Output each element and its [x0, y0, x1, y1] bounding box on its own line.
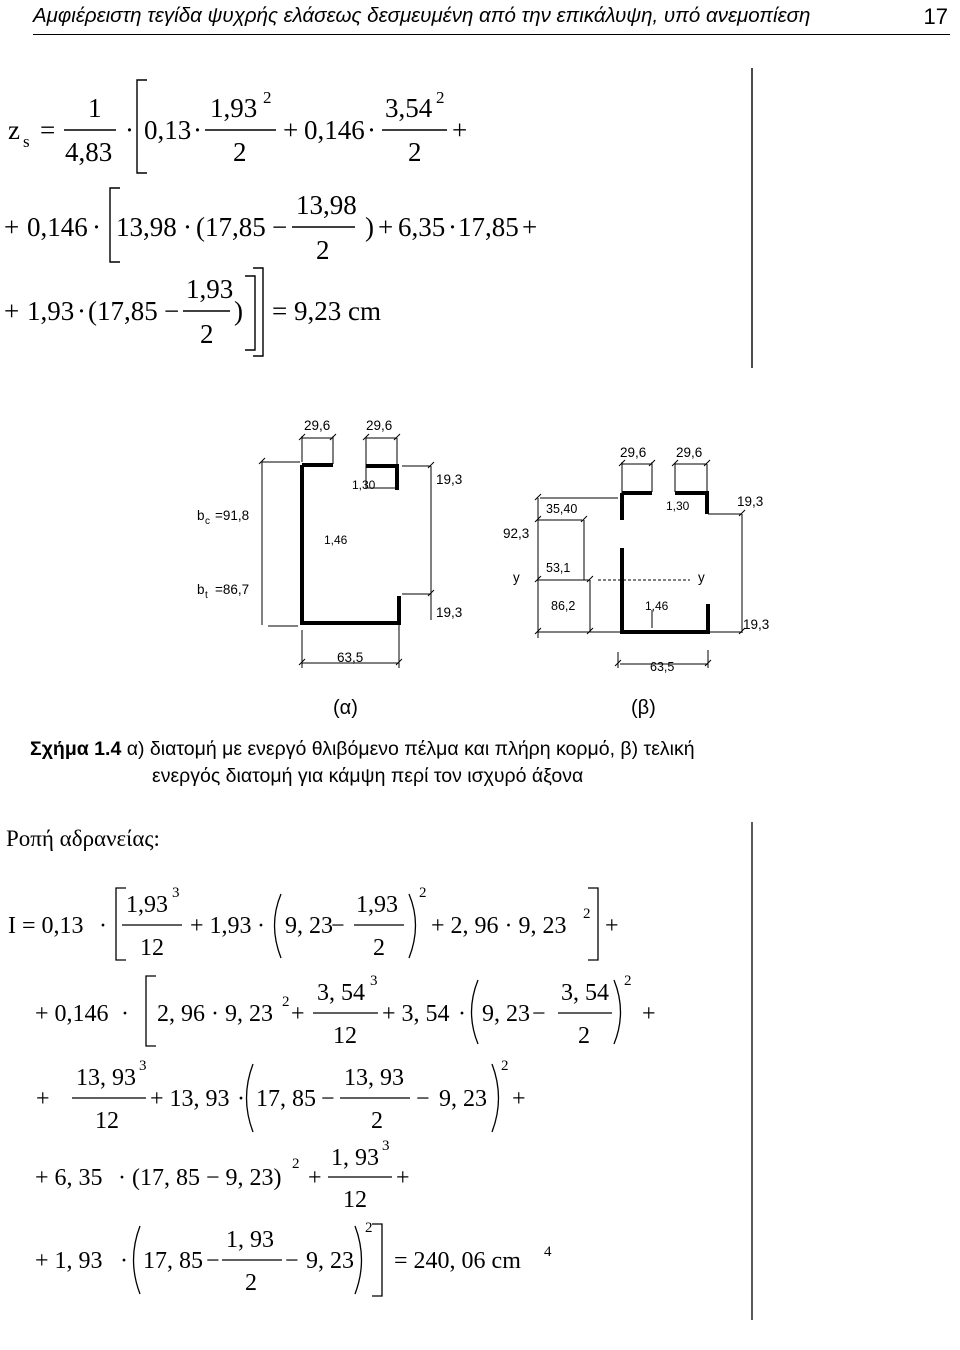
- I-paren-close-5: [355, 1226, 362, 1294]
- zs-plus5: +: [522, 212, 538, 242]
- I-r2-exp2b: 2: [624, 973, 632, 989]
- b-lip-top: 19,3: [737, 494, 764, 509]
- I-r1-f1-den: 12: [140, 935, 164, 961]
- zs-p1785b: (17,85: [88, 296, 158, 326]
- zs-t1785: 17,85: [458, 212, 519, 242]
- zs-bracket-close-1: [245, 276, 255, 350]
- I-r2-plus1: +: [291, 1001, 305, 1027]
- I-r4-lead: + 6, 35: [35, 1165, 103, 1191]
- zs-plus1: +: [283, 115, 299, 145]
- zs-dot6: ·: [448, 212, 457, 242]
- a-top-dim-right: 29,6: [366, 418, 393, 433]
- I-r5-minus1: −: [206, 1248, 220, 1274]
- I-r1-f2-num: 1,93: [356, 892, 398, 918]
- I-r5-dot: ·: [120, 1248, 128, 1274]
- a-bt-value: =86,7: [215, 582, 250, 597]
- figure-b-label: (β): [631, 697, 656, 719]
- I-r2-f-num: 3, 54: [317, 980, 365, 1006]
- b-height-total: 92,3: [503, 526, 530, 541]
- I-r5-unit-exp: 4: [544, 1244, 552, 1260]
- I-paren-close-1: [409, 894, 416, 958]
- zs-t1398: 13,98: [116, 212, 177, 242]
- I-r4-f-den: 12: [343, 1187, 367, 1213]
- I-r3-dot: ·: [237, 1086, 245, 1112]
- a-bottom-width: 63,5: [337, 650, 364, 665]
- I-lhs: I = 0,13: [8, 913, 84, 939]
- zs-den2a: 2: [233, 137, 247, 167]
- zs-dot2: ·: [193, 115, 202, 145]
- I-r3-plus0: +: [36, 1086, 50, 1112]
- I-r2-dot2: ·: [458, 1001, 466, 1027]
- I-r2-term1: 2, 96 · 9, 23: [157, 1001, 273, 1027]
- zs-plus3: +: [4, 212, 20, 242]
- zs-dot4: ·: [92, 212, 101, 242]
- zs-f193: 1,93: [186, 274, 234, 304]
- I-r2-f-den: 12: [333, 1023, 357, 1049]
- zs-minus1: −: [272, 212, 288, 242]
- I-paren-open-1: [275, 894, 282, 958]
- I-r1-exp3: 3: [172, 885, 180, 901]
- I-r2-f2-den: 2: [578, 1023, 590, 1049]
- I-r3-tail: 9, 23: [439, 1086, 487, 1112]
- I-r4-exp3: 3: [382, 1138, 390, 1154]
- I-r4-plus2: +: [396, 1165, 410, 1191]
- I-dot2: ·: [257, 913, 265, 939]
- b-axis-right: y: [698, 570, 705, 585]
- I-r2-exp2: 2: [282, 994, 290, 1010]
- a-ticks: [259, 434, 434, 665]
- a-profile: [302, 465, 399, 623]
- zs-n354: 3,54: [385, 93, 433, 123]
- header-title: Αμφιέρειστη τεγίδα ψυχρής ελάσεως δεσμευμένη από την επικάλυψη, υπό ανεμοπίεση: [33, 4, 811, 27]
- I-r4-dot: ·: [118, 1165, 126, 1191]
- b-top-dim-left: 29,6: [620, 445, 647, 460]
- a-bt-label: b: [197, 582, 205, 597]
- zs-close2: ): [234, 296, 243, 326]
- zs-dot7: ·: [77, 296, 86, 326]
- I-r5-tail: 9, 23: [306, 1248, 354, 1274]
- zs-den2b: 2: [408, 137, 422, 167]
- I-paren-open-2: [472, 980, 479, 1044]
- a-bc-value: =91,8: [215, 508, 250, 523]
- zs-f1398: 13,98: [296, 190, 357, 220]
- b-top-dim-right: 29,6: [676, 445, 703, 460]
- I-r1-exp2: 2: [419, 885, 427, 901]
- I-r5-f-den: 2: [245, 1270, 257, 1296]
- I-r3-exp3: 3: [139, 1058, 147, 1074]
- I-r1-term3: + 2, 96 · 9, 23: [431, 913, 567, 939]
- I-r5-in: 17, 85: [143, 1248, 203, 1274]
- I-r2-f2-num: 3, 54: [561, 980, 609, 1006]
- caption-line2: ενεργός διατομή για κάμψη περί τον ισχυρό άξονα: [152, 765, 584, 787]
- I-bracket-open-1: [116, 888, 126, 960]
- zs-exp2b: 2: [436, 88, 445, 107]
- a-lip-bottom: 19,3: [436, 605, 463, 620]
- I-r3-term2: + 13, 93: [150, 1086, 230, 1112]
- I-r1-f1-num: 1,93: [126, 892, 168, 918]
- zs-plus4: +: [378, 212, 394, 242]
- b-na-dist: 53,1: [546, 561, 571, 575]
- equation-I: [0, 820, 960, 1340]
- zs-plus2: +: [452, 115, 468, 145]
- zs-c0146b: 0,146: [27, 212, 88, 242]
- zs-lhs-sub: s: [23, 132, 30, 151]
- a-bc-label: b: [197, 508, 205, 523]
- figure-sections: [0, 400, 960, 720]
- I-r5-lead: + 1, 93: [35, 1248, 103, 1274]
- I-r2-plus2: +: [642, 1001, 656, 1027]
- zs-t193: 1,93: [27, 296, 75, 326]
- I-r2-term3: + 3, 54: [382, 1001, 450, 1027]
- a-lip-top: 19,3: [436, 472, 463, 487]
- b-web-bottom: 86,2: [551, 599, 576, 613]
- zs-minus2: −: [164, 296, 180, 326]
- figure-caption: [30, 736, 930, 790]
- I-r3-plus: +: [512, 1086, 526, 1112]
- I-r2-minus: −: [532, 1001, 546, 1027]
- I-r5-exp2: 2: [365, 1220, 373, 1236]
- I-r3-minus2: −: [416, 1086, 430, 1112]
- I-r4-exp2: 2: [292, 1156, 300, 1172]
- I-bracket-close-final: [372, 1224, 382, 1296]
- zs-equals: =: [40, 115, 56, 145]
- I-r5-f-num: 1, 93: [226, 1227, 274, 1253]
- I-paren-close-3: [492, 1064, 499, 1132]
- I-r4-plus1: +: [308, 1165, 322, 1191]
- b-axis-left: y: [513, 570, 520, 585]
- figure-a-label: (α): [333, 697, 358, 719]
- caption-line1: α) διατομή με ενεργό θλιβόμενο πέλμα και πλήρη κορμό, β) τελική: [121, 738, 695, 760]
- I-paren-open-3: [247, 1064, 254, 1132]
- I-r3-f-num: 13, 93: [76, 1065, 136, 1091]
- zs-n193: 1,93: [210, 93, 258, 123]
- I-r3-minus1: −: [321, 1086, 335, 1112]
- I-r1-in: 9, 23: [285, 913, 333, 939]
- a-dims: [262, 436, 431, 668]
- I-r3-f2-den: 2: [371, 1108, 383, 1134]
- I-r1-f2-den: 2: [373, 935, 385, 961]
- zs-result: = 9,23 cm: [272, 296, 381, 326]
- section-intro: Ροπή αδρανείας:: [6, 826, 160, 851]
- a-web-thickness: 1,46: [324, 533, 348, 547]
- I-r3-in: 17, 85: [256, 1086, 316, 1112]
- zs-dot: ·: [125, 115, 134, 145]
- a-top-dim-left: 29,6: [304, 418, 331, 433]
- a-bt-sub: t: [205, 590, 208, 601]
- zs-den-483: 4,83: [65, 137, 113, 167]
- I-r2-dot: ·: [121, 1001, 129, 1027]
- a-lip-thickness: 1,30: [352, 478, 376, 492]
- page-number: 17: [923, 4, 948, 29]
- zs-plus6: +: [4, 296, 20, 326]
- I-r1-exp2b: 2: [583, 906, 591, 922]
- I-r5-result: = 240, 06 cm: [394, 1248, 521, 1274]
- zs-one: 1: [88, 93, 102, 123]
- I-paren-close-2: [614, 980, 621, 1044]
- I-r2-lead: + 0,146: [35, 1001, 109, 1027]
- b-lip-thickness: 1,30: [666, 499, 690, 513]
- I-r3-f2-num: 13, 93: [344, 1065, 404, 1091]
- I-r5-minus2: −: [285, 1248, 299, 1274]
- caption-lead: Σχήμα 1.4: [30, 738, 122, 760]
- I-r4-f-num: 1, 93: [331, 1145, 379, 1171]
- I-bracket-open-2: [146, 976, 156, 1046]
- zs-c013: 0,13: [144, 115, 192, 145]
- b-web-top: 35,40: [546, 502, 578, 516]
- zs-c0146: 0,146: [304, 115, 365, 145]
- equation-zs: [0, 0, 960, 380]
- zs-t635: 6,35: [398, 212, 446, 242]
- I-r3-f-den: 12: [95, 1108, 119, 1134]
- I-dot1: ·: [99, 913, 107, 939]
- b-lip-bottom: 19,3: [743, 617, 770, 632]
- b-bottom-width: 63,5: [650, 660, 675, 674]
- I-r4-paren: (17, 85 − 9, 23): [132, 1165, 282, 1191]
- I-r3-exp2: 2: [501, 1058, 509, 1074]
- zs-exp2a: 2: [263, 88, 272, 107]
- I-paren-open-5: [134, 1226, 141, 1294]
- zs-den2d: 2: [200, 319, 214, 349]
- I-r2-in: 9, 23: [482, 1001, 530, 1027]
- a-bc-sub: c: [205, 516, 210, 527]
- zs-close: ): [365, 212, 374, 242]
- I-bracket-close-1: [588, 888, 598, 960]
- zs-lhs: z: [8, 115, 20, 145]
- b-web-thickness: 1,46: [645, 599, 669, 613]
- zs-dot3: ·: [367, 115, 376, 145]
- I-r1-term2: + 1,93: [190, 913, 252, 939]
- zs-dot5: ·: [183, 212, 192, 242]
- I-r2-exp3: 3: [370, 973, 378, 989]
- I-r1-minus: −: [331, 913, 345, 939]
- I-r1-plus: +: [605, 913, 619, 939]
- zs-p1785: (17,85: [196, 212, 266, 242]
- zs-den2c: 2: [316, 235, 330, 265]
